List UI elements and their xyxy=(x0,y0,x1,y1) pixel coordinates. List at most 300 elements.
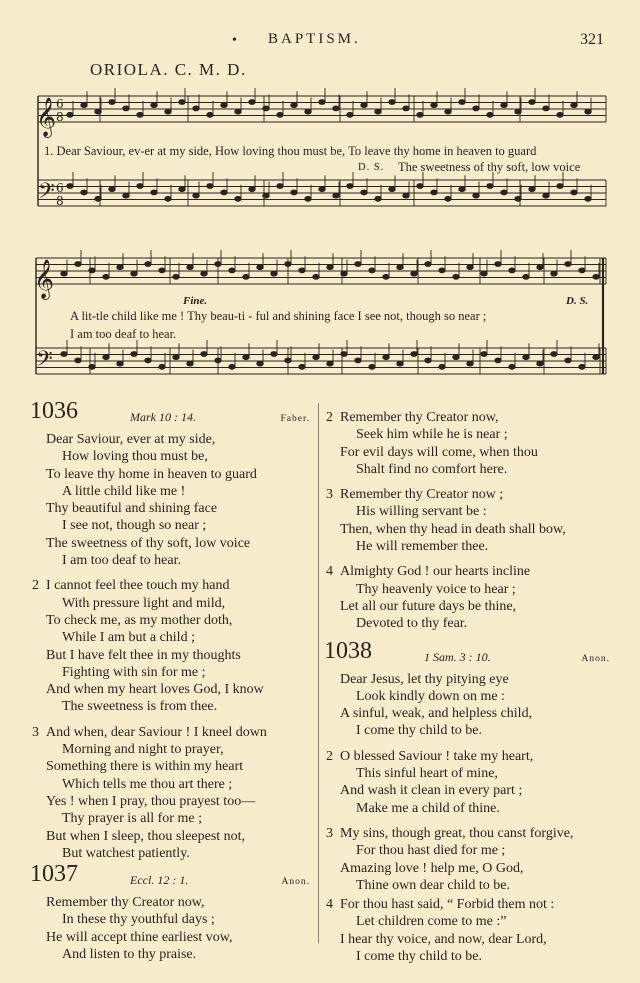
note-head xyxy=(481,271,487,276)
verse-line xyxy=(30,552,310,569)
hymn-1036-header xyxy=(30,398,310,431)
hymn-1038-verse-2 xyxy=(324,748,610,817)
note-head xyxy=(431,103,437,108)
note-head xyxy=(375,109,381,114)
note-head xyxy=(333,193,339,198)
note-head xyxy=(473,193,479,198)
note-head xyxy=(333,106,339,111)
note-head xyxy=(235,109,241,114)
note-head xyxy=(67,112,73,117)
verse-line xyxy=(324,860,610,877)
note-head xyxy=(495,358,501,363)
note-head xyxy=(515,109,521,114)
note-head xyxy=(473,106,479,111)
verse-number: 4 xyxy=(326,897,333,913)
bass-clef: 𝄢 xyxy=(38,179,55,209)
verse-line xyxy=(324,444,610,461)
verse-text: How loving thou must be, xyxy=(62,449,208,465)
note-head xyxy=(445,196,451,201)
hymn-number: 1037 xyxy=(30,861,78,888)
note-head xyxy=(243,274,249,279)
verse-line xyxy=(324,722,610,739)
note-head xyxy=(193,106,199,111)
note-head xyxy=(249,187,255,192)
verse-line xyxy=(324,842,610,859)
hymn-1036-verse-3 xyxy=(30,724,310,862)
verse-line xyxy=(324,461,610,478)
note-head xyxy=(137,184,143,189)
verse-line xyxy=(30,483,310,500)
note-head xyxy=(459,187,465,192)
verse-number: 2 xyxy=(326,410,333,425)
note-head xyxy=(257,361,263,366)
note-head xyxy=(61,271,67,276)
hymn-1036-verse-2 xyxy=(30,577,310,715)
note-head xyxy=(327,361,333,366)
verse-line xyxy=(30,946,310,963)
note-head xyxy=(193,193,199,198)
verse-line xyxy=(30,612,310,629)
note-head xyxy=(215,358,221,363)
note-head xyxy=(319,187,325,192)
right-column xyxy=(324,409,610,965)
verse-line xyxy=(324,705,610,722)
note-head xyxy=(361,190,367,195)
note-head xyxy=(117,265,123,270)
verse-line xyxy=(30,448,310,465)
note-head xyxy=(159,268,165,273)
verse-line xyxy=(324,581,610,598)
note-head xyxy=(137,112,143,117)
note-head xyxy=(235,196,241,201)
hymn-1037-verse-3 xyxy=(324,486,610,555)
note-head xyxy=(383,274,389,279)
note-head xyxy=(523,274,529,279)
verse-text: A sinful, weak, and helpless child, xyxy=(340,706,533,722)
header-bullet: • xyxy=(232,33,237,48)
verse-number: 3 xyxy=(326,487,333,503)
ds-end-label: D. S. xyxy=(566,295,589,307)
hymn-author: Faber. xyxy=(280,414,310,424)
verse-text: Devoted to thy fear. xyxy=(356,616,468,632)
note-head xyxy=(299,364,305,369)
verse-text: Yes ! when I pray, thou prayest too— xyxy=(46,793,256,809)
note-head xyxy=(487,112,493,117)
note-head xyxy=(369,364,375,369)
verse-line xyxy=(30,466,310,483)
verse-text: Dear Jesus, let thy pitying eye xyxy=(340,671,509,687)
note-head xyxy=(453,355,459,360)
note-head xyxy=(123,193,129,198)
note-head xyxy=(285,358,291,363)
note-head xyxy=(123,106,129,111)
note-head xyxy=(319,100,325,105)
note-head xyxy=(285,262,291,267)
note-head xyxy=(229,364,235,369)
verse-line xyxy=(30,758,310,775)
note-head xyxy=(201,352,207,357)
verse-text: Remember thy Creator now, xyxy=(340,410,499,425)
note-head xyxy=(305,109,311,114)
note-head xyxy=(229,268,235,273)
verse-text: I see not, though so near ; xyxy=(62,518,207,534)
verse-text: And when my heart loves God, I know xyxy=(46,682,264,698)
verse-line xyxy=(324,409,610,426)
hymn-reference: Eccl. 12 : 1. xyxy=(130,873,189,888)
hymn-reference: 1 Sam. 3 : 10. xyxy=(424,649,491,664)
note-head xyxy=(75,262,81,267)
verse-text: And listen to thy praise. xyxy=(62,947,197,963)
verse-line xyxy=(30,535,310,552)
verse-text: Thine own dear child to be. xyxy=(356,877,510,893)
note-head xyxy=(313,274,319,279)
note-head xyxy=(75,358,81,363)
verse-text: Make me a child of thine. xyxy=(356,800,500,816)
note-head xyxy=(95,109,101,114)
note-head xyxy=(201,271,207,276)
treble-clef: 𝄞 xyxy=(34,259,55,299)
note-head xyxy=(417,112,423,117)
bass-clef: 𝄢 xyxy=(36,347,53,377)
note-head xyxy=(221,103,227,108)
verse-text: I hear thy voice, and now, dear Lord, xyxy=(340,931,547,947)
note-head xyxy=(565,358,571,363)
note-head xyxy=(439,364,445,369)
hymn-number: 1036 xyxy=(30,398,78,424)
verse-line xyxy=(30,793,310,810)
verse-text: Let children come to me :” xyxy=(356,914,507,930)
verse-text: Then, when thy head in death shall bow, xyxy=(340,521,566,537)
note-head xyxy=(263,193,269,198)
note-head xyxy=(459,100,465,105)
note-head xyxy=(515,196,521,201)
note-head xyxy=(173,355,179,360)
hymn-1038-verse-1 xyxy=(324,671,610,740)
note-head xyxy=(207,112,213,117)
time-sig-top: 6 xyxy=(56,181,64,195)
note-head xyxy=(257,265,263,270)
verse-text: Dear Saviour, ever at my side, xyxy=(46,432,216,447)
note-head xyxy=(501,103,507,108)
note-head xyxy=(215,262,221,267)
music-lyric-line-2: A lit-tle child like me ! Thy beau-ti - ful and shining face I see not, though so near ; xyxy=(70,309,487,323)
hymn-1037-verse-1 xyxy=(30,894,310,963)
verse-text: For thou hast died for me ; xyxy=(356,843,506,859)
note-head xyxy=(579,268,585,273)
note-head xyxy=(61,352,67,357)
time-sig-top: 6 xyxy=(56,97,64,111)
note-head xyxy=(397,265,403,270)
verse-line xyxy=(324,782,610,799)
note-head xyxy=(341,271,347,276)
note-head xyxy=(557,112,563,117)
ds-label: D. S. xyxy=(358,162,385,173)
note-head xyxy=(551,352,557,357)
verse-text: I cannot feel thee touch my hand xyxy=(46,578,230,594)
note-head xyxy=(277,184,283,189)
verse-line xyxy=(30,664,310,681)
note-head xyxy=(501,190,507,195)
note-head xyxy=(221,190,227,195)
hymn-1037-verse-4 xyxy=(324,563,610,632)
verse-line xyxy=(324,598,610,615)
verse-line xyxy=(324,521,610,538)
note-head xyxy=(95,196,101,201)
hymn-author: Anon. xyxy=(581,653,610,664)
note-head xyxy=(291,103,297,108)
verse-text: Shalt find no comfort here. xyxy=(356,461,508,477)
hymn-1037-header xyxy=(30,861,310,894)
note-head xyxy=(481,352,487,357)
note-head xyxy=(327,265,333,270)
verse-text: This sinful heart of mine, xyxy=(356,766,498,782)
verse-text: The sweetness of thy soft, low voice xyxy=(46,535,251,551)
hymn-1038-verse-3 xyxy=(324,825,610,894)
verse-number: 3 xyxy=(326,825,333,841)
verse-text: But when I sleep, thou sleepest not, xyxy=(46,828,246,844)
note-head xyxy=(313,355,319,360)
note-head xyxy=(417,184,423,189)
note-head xyxy=(271,271,277,276)
verse-text: He will accept thine earliest vow, xyxy=(46,929,233,945)
note-head xyxy=(425,262,431,267)
verse-text: I come thy child to be. xyxy=(356,723,482,739)
note-head xyxy=(103,274,109,279)
note-head xyxy=(109,100,115,105)
note-head xyxy=(495,262,501,267)
verse-line xyxy=(324,503,610,520)
verse-line xyxy=(324,688,610,705)
note-head xyxy=(551,271,557,276)
verse-line xyxy=(324,765,610,782)
note-head xyxy=(249,100,255,105)
note-head xyxy=(179,100,185,105)
note-head xyxy=(397,361,403,366)
note-head xyxy=(537,265,543,270)
note-head xyxy=(151,190,157,195)
note-head xyxy=(109,187,115,192)
verse-line xyxy=(30,741,310,758)
verse-line xyxy=(324,931,610,948)
note-head xyxy=(277,112,283,117)
verse-line xyxy=(324,877,610,894)
note-head xyxy=(571,190,577,195)
note-head xyxy=(355,262,361,267)
note-head xyxy=(341,352,347,357)
hymn-1037-verse-2 xyxy=(324,409,610,478)
verse-text: He will remember thee. xyxy=(356,539,489,555)
verse-line xyxy=(324,748,610,765)
treble-clef: 𝄞 xyxy=(36,97,57,137)
note-head xyxy=(439,268,445,273)
note-head xyxy=(467,361,473,366)
verse-text: Which tells me thou art there ; xyxy=(62,776,233,792)
note-head xyxy=(509,268,515,273)
note-head xyxy=(151,103,157,108)
verse-line xyxy=(30,595,310,612)
note-head xyxy=(187,361,193,366)
note-head xyxy=(347,184,353,189)
note-head xyxy=(537,361,543,366)
fine-label: Fine. xyxy=(183,295,208,307)
hymn-author: Anon. xyxy=(281,877,310,888)
note-head xyxy=(347,112,353,117)
hymn-reference: Mark 10 : 14. xyxy=(130,410,196,424)
verse-text: In these thy youthful days ; xyxy=(62,912,215,928)
verse-number: 2 xyxy=(32,578,39,594)
verse-text: The sweetness is from thee. xyxy=(62,699,218,715)
verse-text: But I have felt thee in my thoughts xyxy=(46,647,241,663)
note-head xyxy=(81,190,87,195)
note-head xyxy=(445,109,451,114)
verse-line xyxy=(30,810,310,827)
verse-line xyxy=(30,681,310,698)
note-head xyxy=(89,364,95,369)
hymn-1038-verse-4 xyxy=(324,896,610,965)
note-head xyxy=(243,355,249,360)
note-head xyxy=(375,196,381,201)
note-head xyxy=(593,274,599,279)
verse-text: Amazing love ! help me, O God, xyxy=(340,860,524,876)
note-head xyxy=(179,187,185,192)
verse-line xyxy=(30,698,310,715)
note-head xyxy=(431,190,437,195)
verse-text: For evil days will come, when thou xyxy=(340,444,538,460)
note-head xyxy=(467,265,473,270)
verse-line xyxy=(30,431,310,448)
note-head xyxy=(271,352,277,357)
verse-text: Remember thy Creator now, xyxy=(46,895,205,911)
verse-text: Thy heavenly voice to hear ; xyxy=(356,581,516,597)
verse-text: To leave thy home in heaven to guard xyxy=(46,466,257,482)
verse-line xyxy=(324,486,610,503)
note-head xyxy=(81,103,87,108)
verse-line xyxy=(30,828,310,845)
hymn-1038-header xyxy=(324,637,610,671)
time-sig-bottom: 8 xyxy=(56,194,64,208)
verse-line xyxy=(30,500,310,517)
note-head xyxy=(145,358,151,363)
note-head xyxy=(117,361,123,366)
note-head xyxy=(585,109,591,114)
verse-line xyxy=(324,615,610,632)
note-head xyxy=(487,184,493,189)
verse-text: My sins, though great, thou canst forgive, xyxy=(340,825,574,841)
verse-line xyxy=(30,911,310,928)
tune-name: ORIOLA. C. M. D. xyxy=(90,60,247,79)
music-lyric-ds: The sweetness of thy soft, low voice xyxy=(398,160,581,174)
note-head xyxy=(453,274,459,279)
verse-text: I am too deaf to hear. xyxy=(62,553,181,569)
verse-text: And wash it clean in every part ; xyxy=(340,783,523,799)
verse-text: Thy beautiful and shining face xyxy=(46,501,218,517)
note-head xyxy=(403,106,409,111)
note-head xyxy=(369,268,375,273)
verse-line xyxy=(30,894,310,911)
verse-line xyxy=(324,426,610,443)
verse-text: Remember thy Creator now ; xyxy=(340,487,504,503)
verse-line xyxy=(324,563,610,580)
note-head xyxy=(361,103,367,108)
note-head xyxy=(389,100,395,105)
note-head xyxy=(165,196,171,201)
verse-line xyxy=(324,538,610,555)
note-head xyxy=(509,364,515,369)
verse-text: O blessed Saviour ! take my heart, xyxy=(340,748,534,764)
verse-text: A little child like me ! xyxy=(62,483,186,499)
verse-text: And when, dear Saviour ! I kneel down xyxy=(46,724,267,740)
note-head xyxy=(411,271,417,276)
note-head xyxy=(159,364,165,369)
note-head xyxy=(557,184,563,189)
verse-text: Almighty God ! our hearts incline xyxy=(340,564,531,580)
hymn-number: 1038 xyxy=(324,637,372,664)
note-head xyxy=(103,355,109,360)
note-head xyxy=(411,352,417,357)
verse-number: 2 xyxy=(326,748,333,764)
note-head xyxy=(299,268,305,273)
note-head xyxy=(403,193,409,198)
note-head xyxy=(523,355,529,360)
note-head xyxy=(571,103,577,108)
note-head xyxy=(131,352,137,357)
verse-text: Something there is within my heart xyxy=(46,759,244,775)
verse-line xyxy=(30,629,310,646)
verse-line xyxy=(324,671,610,688)
note-head xyxy=(89,268,95,273)
verse-line xyxy=(30,517,310,534)
note-head xyxy=(173,274,179,279)
note-head xyxy=(529,100,535,105)
verse-line xyxy=(30,577,310,594)
note-head xyxy=(529,187,535,192)
verse-text: Look kindly down on me : xyxy=(356,688,505,704)
verse-line xyxy=(30,929,310,946)
music-lyric-line-2b: I am too deaf to hear. xyxy=(70,327,177,341)
verse-number: 3 xyxy=(32,724,39,740)
verse-text: While I am but a child ; xyxy=(62,630,195,646)
verse-text: Seek him while he is near ; xyxy=(356,427,508,443)
verse-text: To check me, as my mother doth, xyxy=(46,612,233,628)
note-head xyxy=(543,193,549,198)
note-head xyxy=(263,106,269,111)
note-head xyxy=(355,358,361,363)
verse-line xyxy=(30,724,310,741)
verse-line xyxy=(324,948,610,965)
note-head xyxy=(425,358,431,363)
verse-line xyxy=(30,647,310,664)
verse-line xyxy=(324,913,610,930)
verse-line xyxy=(324,896,610,913)
note-head xyxy=(291,190,297,195)
verse-text: I come thy child to be. xyxy=(356,949,482,965)
page-number: 321 xyxy=(580,31,604,48)
verse-text: With pressure light and mild, xyxy=(62,595,226,611)
music-lyric-line-1: 1. Dear Saviour, ev-er at my side, How loving thou must be, To leave thy home in heaven to guard xyxy=(44,144,537,158)
verse-line xyxy=(30,845,310,862)
verse-text: Fighting with sin for me ; xyxy=(62,664,206,680)
note-head xyxy=(383,355,389,360)
note-head xyxy=(305,196,311,201)
verse-line xyxy=(30,776,310,793)
verse-text: Morning and night to prayer, xyxy=(62,742,224,758)
verse-text: But watchest patiently. xyxy=(62,845,190,861)
note-head xyxy=(67,184,73,189)
hymn-1036-verse-1 xyxy=(30,431,310,569)
verse-line xyxy=(324,800,610,817)
note-head xyxy=(165,109,171,114)
verse-text: Let all our future days be thine, xyxy=(340,598,517,614)
